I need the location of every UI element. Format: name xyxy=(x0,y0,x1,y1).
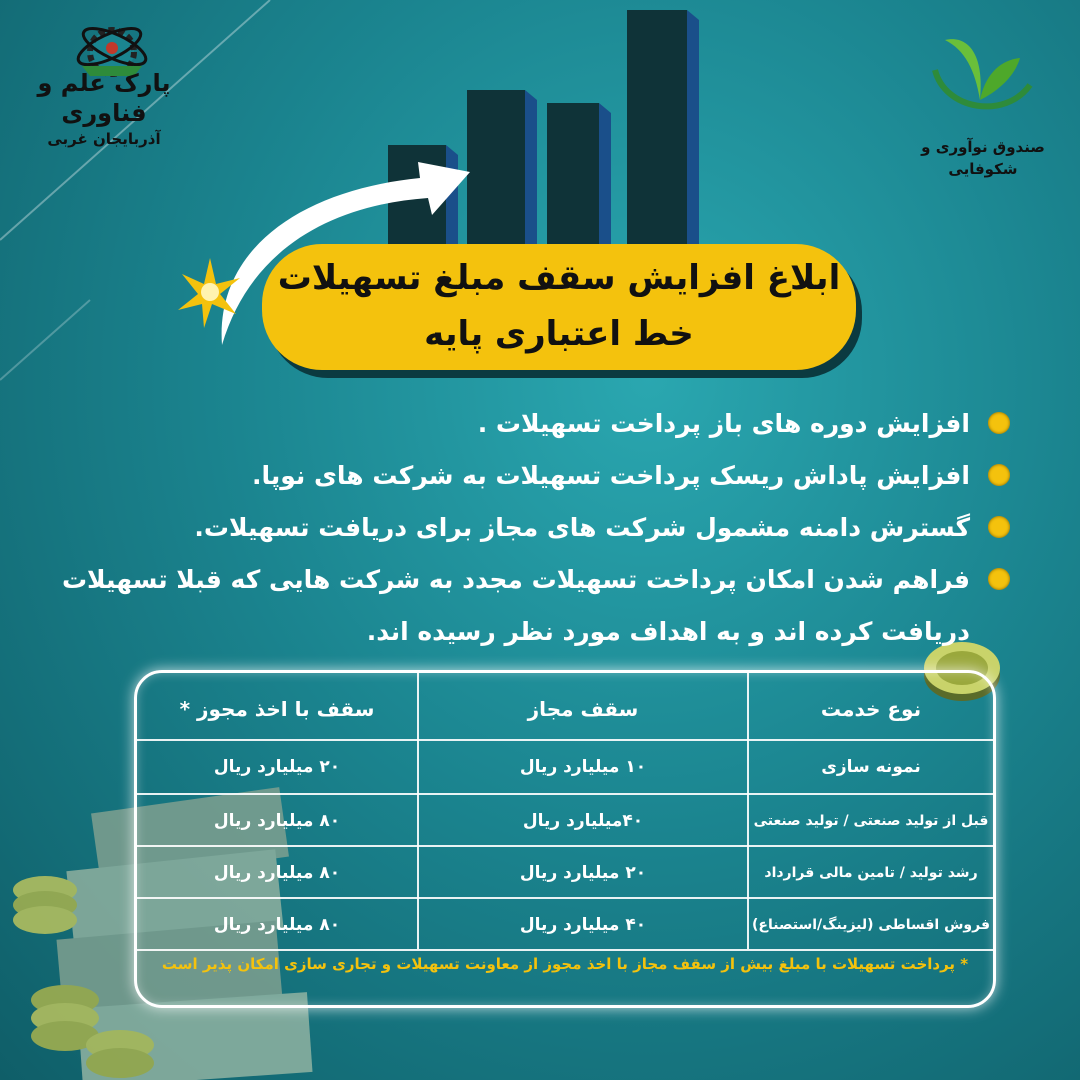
table-cell: ۱۰ میلیارد ریال xyxy=(519,757,647,777)
list-item-text: فراهم شدن امکان پرداخت تسهیلات مجدد به شرکت هایی که قبلا تسهیلات دریافت کرده اند و به اهداف مورد نظر رسیده اند. xyxy=(61,565,970,646)
table-cell: ۸۰ میلیارد ریال xyxy=(213,915,341,935)
list-item-text: گسترش دامنه مشمول شرکت های مجاز برای دریافت تسهیلات. xyxy=(194,513,970,542)
list-item-text: افزایش پاداش ریسک پرداخت تسهیلات به شرکت های نوپا. xyxy=(251,461,970,490)
page-title: ابلاغ افزایش سقف مبلغ تسهیلات xyxy=(277,258,841,298)
sprout-logo-icon xyxy=(935,39,1030,106)
table-header-cap-with-permit: سقف با اخذ مجوز * xyxy=(179,697,375,721)
bullet-dot-icon xyxy=(988,464,1010,486)
table-cell: ۸۰ میلیارد ریال xyxy=(213,811,341,831)
table-cell: قبل از تولید صنعتی / تولید صنعتی xyxy=(753,813,989,829)
table-cell: فروش اقساطی (لیزینگ/استصناع) xyxy=(752,917,990,933)
facilities-table xyxy=(134,670,996,1008)
bullet-dot-icon xyxy=(988,516,1010,538)
table-cell: ۴۰میلیارد ریال xyxy=(522,811,644,831)
bullet-list xyxy=(20,398,1020,658)
table-header-service-type: نوع خدمت xyxy=(820,697,922,721)
table-footnote: * پرداخت تسهیلات با مبلغ بیش از سقف مجاز با اخذ مجوز از معاونت تسهیلات و تجاری سازی امکان پذیر است xyxy=(161,955,969,973)
innovation-fund-name: صندوق نوآوری و شکوفایی xyxy=(921,138,1045,178)
table-cell: نمونه سازی xyxy=(821,757,921,777)
science-park-logo xyxy=(14,68,194,150)
list-item xyxy=(20,554,1020,658)
bullet-dot-icon xyxy=(988,568,1010,590)
table-cell: ۴۰ میلیارد ریال xyxy=(519,915,647,935)
science-park-name: پارک علم و فناوری xyxy=(37,69,171,127)
page-subtitle: خط اعتباری پایه xyxy=(424,314,694,354)
innovation-fund-logo xyxy=(898,136,1068,180)
list-item-text: افزایش دوره های باز پرداخت تسهیلات . xyxy=(477,409,970,438)
title-banner xyxy=(262,244,856,370)
table-cell: ۸۰ میلیارد ریال xyxy=(213,863,341,883)
table-header-allowed-cap: سقف مجاز xyxy=(527,697,639,721)
list-item xyxy=(20,398,1020,450)
table-cell: ۲۰ میلیارد ریال xyxy=(519,863,647,883)
bar-graph-illustration xyxy=(388,10,699,250)
list-item xyxy=(20,450,1020,502)
table-cell: رشد تولید / تامین مالی قرارداد xyxy=(764,865,978,881)
bullet-dot-icon xyxy=(988,412,1010,434)
science-park-region: آذربایجان غربی xyxy=(47,130,161,148)
table-cell: ۲۰ میلیارد ریال xyxy=(213,757,341,777)
list-item xyxy=(20,502,1020,554)
